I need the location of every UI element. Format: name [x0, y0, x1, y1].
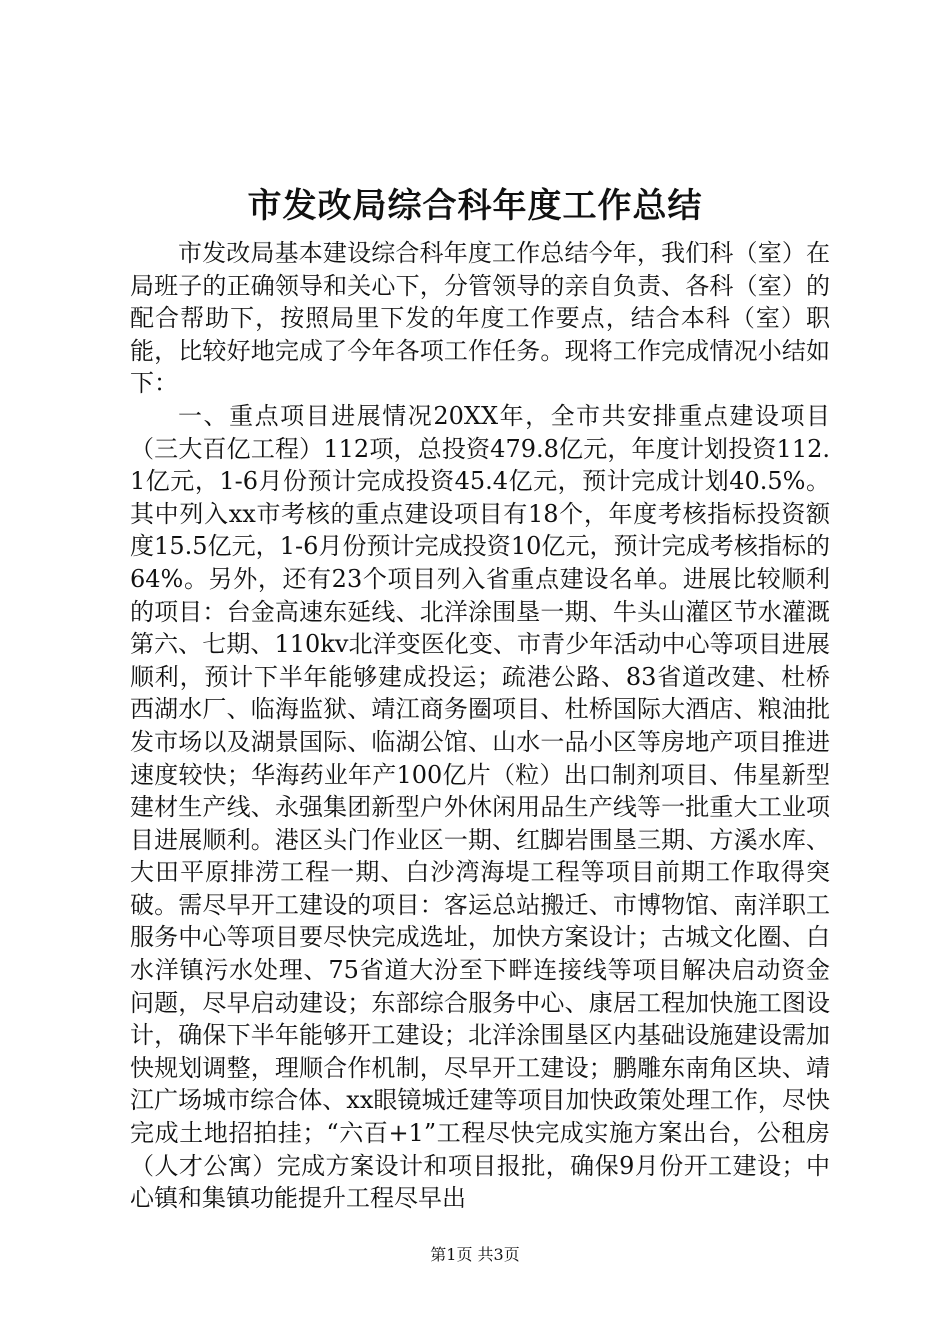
paragraph-key-projects: 一、重点项目进展情况20XX年，全市共安排重点建设项目（三大百亿工程）112项，总投资479.8亿元，年度计划投资112.1亿元，1-6月份预计完成投资45.4亿元，预计完成计划40.5%。其中列入xx市考核的重点建设项目有18个，年度考核指标投资额度15.5亿元，1-6月份预计完成投资10亿元，预计完成考核指标的64%。另外，还有23个项目列入省重点建设名单。进展比较顺利的项目：台金高速东延线、北洋涂围垦一期、牛头山灌区节水灌溉第六、七期、110kv北洋变医化变、市青少年活动中心等项目进展顺利，预计下半年能够建成投运；疏港公路、83省道改建、杜桥西湖水厂、临海监狱、靖江商务圈项目、杜桥国际大酒店、粮油批发市场以及湖景国际、临湖公馆、山水一品小区等房地产项目推进速度较快；华海药业年产100亿片（粒）出口制剂项目、伟星新型建材生产线、永强集团新型户外休闲用品生产线等一批重大工业项目进展顺利。港区头门作业区一期、红脚岩围垦三期、方溪水库、大田平原排涝工程一期、白沙湾海堤工程等项目前期工作取得突破。需尽早开工建设的项目：客运总站搬迁、市博物馆、南洋职工服务中心等项目要尽快完成选址，加快方案设计；古城文化圈、白水洋镇污水处理、75省道大汾至下畔连接线等项目解决启动资金问题，尽早启动建设；东部综合服务中心、康居工程加快施工图设计，确保下半年能够开工建设；北洋涂围垦区内基础设施建设需加快规划调整，理顺合作机制，尽早开工建设；鹏雕东南角区块、靖江广场城市综合体、xx眼镜城迁建等项目加快政策处理工作，尽快完成土地招拍挂；“六百+1”工程尽快完成实施方案出台，公租房（人才公寓）完成方案设计和项目报批，确保9月份开工建设；中心镇和集镇功能提升工程尽早出	[130, 401, 830, 1213]
document-body	[130, 237, 830, 1215]
document-title: 市发改局综合科年度工作总结	[247, 186, 703, 226]
paragraph-intro: 市发改局基本建设综合科年度工作总结今年，我们科（室）在局班子的正确领导和关心下，分管领导的亲自负责、各科（室）的配合帮助下，按照局里下发的年度工作要点，结合本科（室）职能，比较好地完成了今年各项工作任务。现将工作完成情况小结如下：	[130, 239, 830, 398]
page-number: 第1页 共3页	[430, 1245, 520, 1264]
